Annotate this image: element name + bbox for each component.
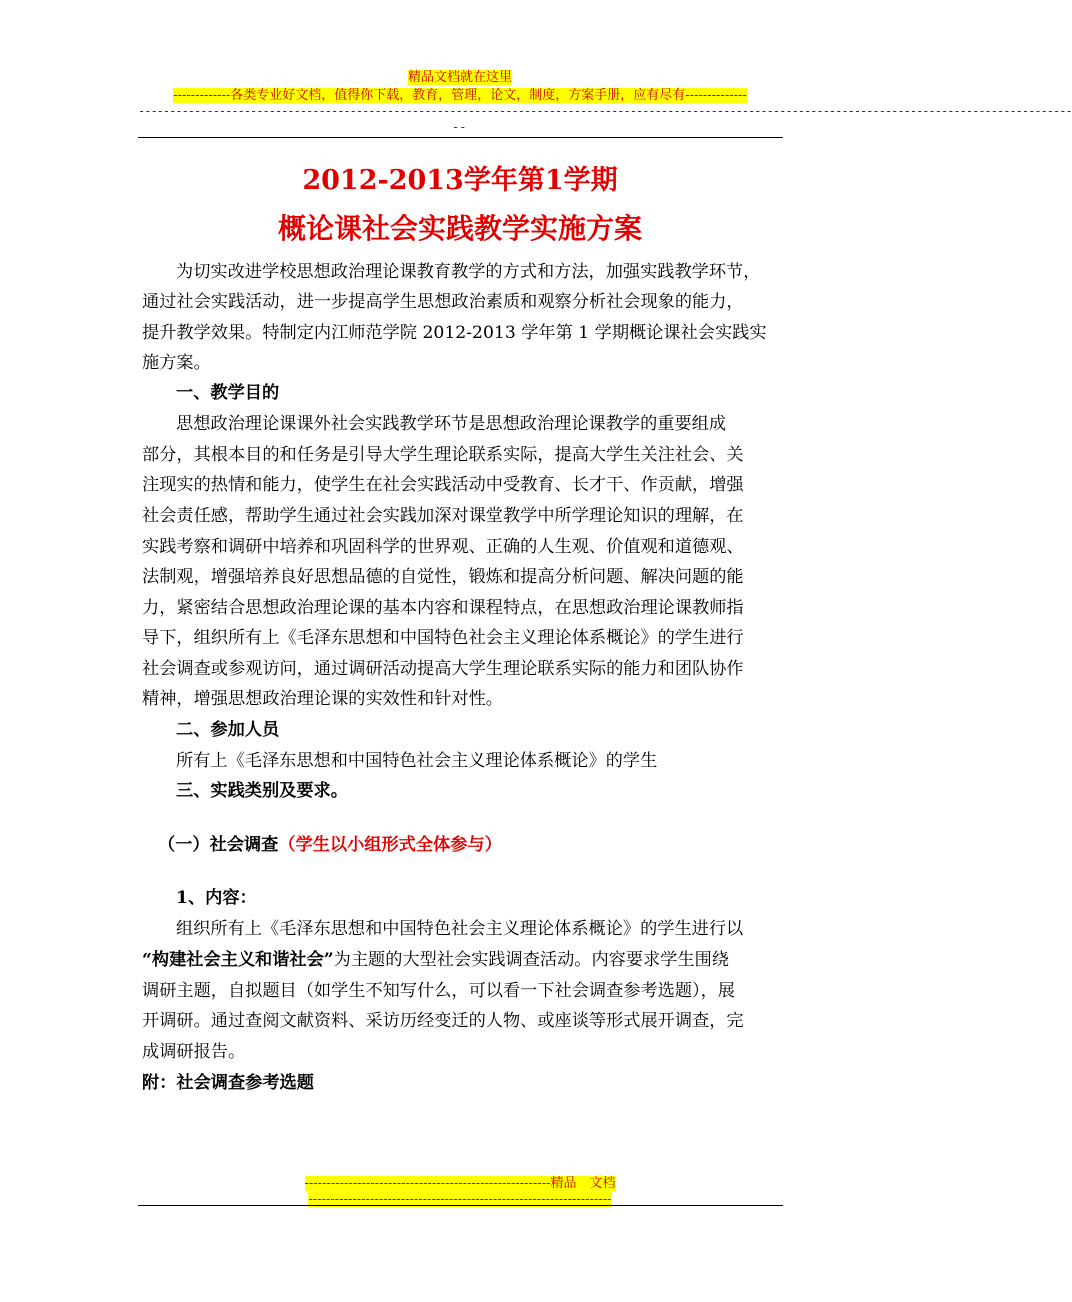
appendix-heading: 附：社会调查参考选题 — [142, 1073, 314, 1093]
content-line: 开调研。通过查阅文献资料、采访历经变迁的人物、或座谈等形式展开调查，完 — [142, 1011, 744, 1031]
content-line — [142, 949, 729, 971]
content-line: 组织所有上《毛泽东思想和中国特色社会主义理论体系概论》的学生进行以 — [176, 919, 744, 939]
section2-text: 所有上《毛泽东思想和中国特色社会主义理论体系概论》的学生 — [176, 751, 658, 771]
section1-line: 实践考察和调研中培养和巩固科学的世界观、正确的人生观、价值观和道德观、 — [142, 537, 744, 557]
intro-line: 提升教学效果。特制定内江师范学院 2012-2013 学年第 1 学期概论课社会实践实 — [142, 323, 767, 343]
section1-line: 社会调查或参观访问，通过调研活动提高大学生理论联系实际的能力和团队协作 — [142, 659, 744, 679]
section1-line: 社会责任感，帮助学生通过社会实践加深对课堂教学中所学理论知识的理解，在 — [142, 506, 744, 526]
header-banner-subtitle-row — [0, 84, 920, 103]
header-dash-tail: -- — [452, 120, 467, 134]
intro-line: 为切实改进学校思想政治理论课教育教学的方式和方法，加强实践教学环节， — [176, 262, 761, 282]
intro-line: 施方案。 — [142, 353, 211, 373]
footer-banner-line1: --------------------------------------------------------精品 文档 — [304, 1176, 616, 1191]
header-banner-title-row — [0, 66, 920, 85]
section-heading-participants: 二、参加人员 — [176, 720, 280, 740]
section1-line: 导下，组织所有上《毛泽东思想和中国特色社会主义理论体系概论》的学生进行 — [142, 628, 744, 648]
section1-line: 力，紧密结合思想政治理论课的基本内容和课程特点，在思想政治理论课教师指 — [142, 598, 744, 618]
section1-line: 思想政治理论课课外社会实践教学环节是思想政治理论课教学的重要组成 — [176, 414, 727, 434]
document-title-term: 2012-2013学年第1学期 — [302, 165, 618, 196]
document-title-main: 概论课社会实践教学实施方案 — [277, 212, 642, 245]
intro-line: 通过社会实践活动，进一步提高学生思想政治素质和观察分析社会现象的能力， — [142, 292, 744, 312]
content-line: 调研主题，自拟题目（如学生不知写什么，可以看一下社会调查参考选题），展 — [142, 981, 735, 1001]
header-banner-subtitle: -------------各类专业好文档，值得你下载，教育，管理，论文，制度，方案手册，应有尽有-------------- — [173, 88, 747, 103]
section1-line: 部分，其根本目的和任务是引导大学生理论联系实际，提高大学生关注社会、关 — [142, 445, 744, 465]
header-rule — [138, 137, 783, 138]
footer-rule — [138, 1205, 783, 1206]
content-line-rest: 为主题的大型社会实践调查活动。内容要求学生围绕 — [333, 950, 729, 970]
header-dash-separator: ------------------------------------------------------------------------------------------------------------------------------------------------------ — [138, 104, 1072, 118]
content-line: 成调研报告。 — [142, 1042, 246, 1062]
subsection-heading-social-survey — [158, 834, 502, 856]
section1-line: 法制观，增强培养良好思想品德的自觉性，锻炼和提高分析问题、解决问题的能 — [142, 567, 744, 587]
content-label: 1、内容： — [176, 888, 257, 908]
subsection-title: （一）社会调查 — [158, 835, 279, 855]
subsection-note: （学生以小组形式全体参与） — [278, 835, 502, 855]
section1-line: 注现实的热情和能力，使学生在社会实践活动中受教育、长才干、作贡献，增强 — [142, 475, 744, 495]
section1-line: 精神，增强思想政治理论课的实效性和针对性。 — [142, 689, 503, 709]
section-heading-practice-types: 三、实践类别及要求。 — [176, 781, 348, 801]
footer-banner-line2: --------------------------------------------------------------------- — [308, 1192, 612, 1207]
section-heading-teaching-goal: 一、教学目的 — [176, 383, 280, 403]
content-theme-quote: “构建社会主义和谐社会” — [142, 950, 334, 970]
header-banner-title: 精品文档就在这里 — [407, 70, 512, 85]
